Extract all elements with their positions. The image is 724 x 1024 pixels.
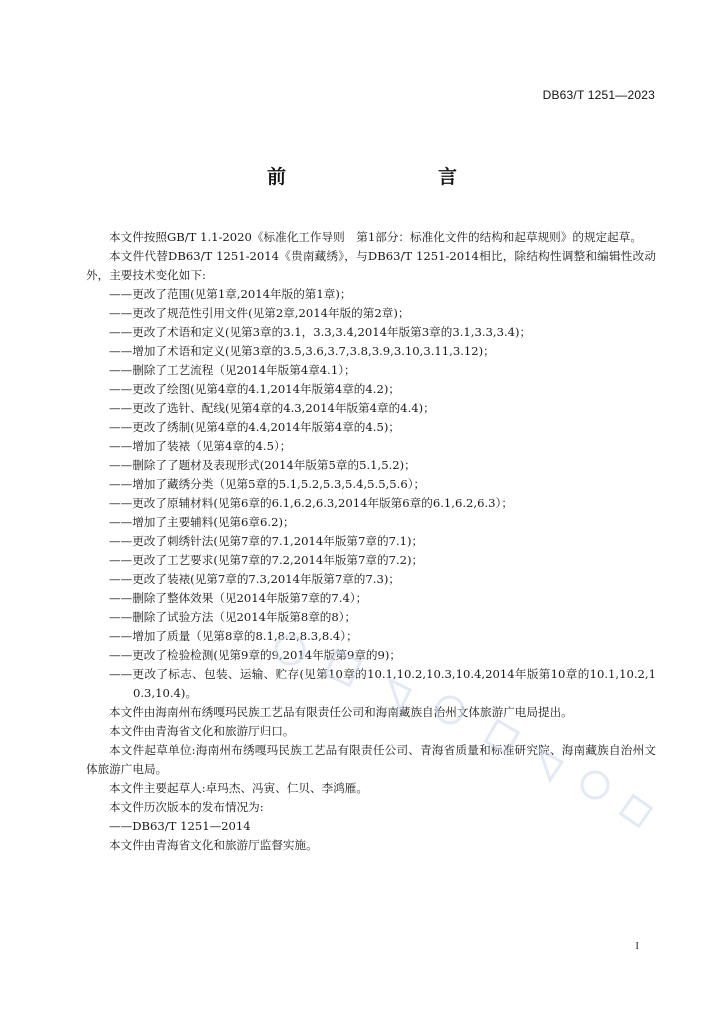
page-title: 前 言 (266, 166, 495, 188)
change-item: ——删除了了题材及表现形式(2014年版第5章的5.1,5.2)； (109, 458, 416, 472)
change-item: ——删除了整体效果（见2014年版第7章的7.4）； (109, 591, 368, 605)
change-item: ——更改了绣制(见第4章的4.4,2014年版第4章的4.5)； (109, 420, 400, 434)
paragraph: 本文件代替DB63/T 1251-2014《贵南藏绣》，与DB63/T 1251-2014相比，除结构性调整和编辑性改动外，主要技术变化如下: (86, 249, 656, 282)
paragraph: 本文件由青海省文化和旅游厅监督实施。 (109, 838, 318, 852)
history-item: ——DB63/T 1251—2014 (109, 819, 251, 833)
paragraph: 本文件由青海省文化和旅游厅归口。 (109, 724, 295, 738)
page-number: I (635, 940, 639, 952)
change-item: ——更改了选针、配线(见第4章的4.3,2014年版第4章的4.4)； (109, 401, 435, 415)
document-body (86, 228, 656, 855)
paragraph: 本文件按照GB/T 1.1-2020《标准化工作导则 第1部分：标准化文件的结构和起草规则》的规定起草。 (109, 230, 642, 244)
change-item: ——增加了装裱（见第4章的4.5）； (109, 439, 292, 453)
change-item: ——更改了规范性引用文件(见第2章,2014年版的第2章)； (109, 306, 410, 320)
change-item: ——更改了标志、包装、运输、贮存(见第10章的10.1,10.2,10.3,10.4,2014年版第10章的10.1,10.2,10.3,10.4)。 (109, 667, 656, 700)
change-item: ——更改了绘图(见第4章的4.1,2014年版第4章的4.2)； (109, 382, 400, 396)
paragraph: 本文件起草单位:海南州布绣嘎玛民族工艺品有限责任公司、青海省质量和标准研究院、海南藏族自治州文体旅游广电局。 (86, 743, 656, 776)
change-item: ——增加了藏绣分类（见第5章的5.1,5.2,5.3,5.4,5.5,5.6）； (109, 477, 426, 491)
change-item: ——更改了术语和定义(见第3章的3.1，3.3,3.4,2014年版第3章的3.1,3.3,3.4)； (109, 325, 532, 339)
change-item: ——增加了质量（见第8章的8.1,8.2,8.3,8.4）； (109, 629, 358, 643)
change-item: ——更改了刺绣针法(见第7章的7.1,2014年版第7章的7.1)； (109, 534, 424, 548)
paragraph: 本文件主要起草人:卓玛杰、冯寅、仁贝、李鸿雁。 (109, 781, 368, 795)
change-item: ——删除了试验方法（见2014年版第8章的8）； (109, 610, 357, 624)
change-item: ——增加了主要辅料(见第6章6.2)； (109, 515, 295, 529)
paragraph: 本文件历次版本的发布情况为: (109, 800, 264, 814)
change-item: ——删除了工艺流程（见2014年版第4章4.1）； (109, 363, 356, 377)
change-item: ——更改了工艺要求(见第7章的7.2,2014年版第7章的7.2)； (109, 553, 424, 567)
change-item: ——更改了检验检测(见第9章的9,2014年版第9章的9)； (109, 648, 402, 662)
change-item: ——更改了装裱(见第7章的7.3,2014年版第7章的7.3)； (109, 572, 400, 586)
change-item: ——更改了范围(见第1章,2014年版的第1章)； (109, 287, 352, 301)
paragraph: 本文件由海南州布绣嘎玛民族工艺品有限责任公司和海南藏族自治州文体旅游广电局提出。 (109, 705, 573, 719)
change-item: ——更改了原辅材料(见第6章的6.1,6.2,6.3,2014年版第6章的6.1,6.2,6.3）； (109, 496, 513, 510)
change-item: ——增加了术语和定义(见第3章的3.5,3.6,3.7,3.8,3.9,3.10,3.11,3.12)； (109, 344, 495, 358)
document-code: DB63/T 1251—2023 (542, 88, 655, 102)
